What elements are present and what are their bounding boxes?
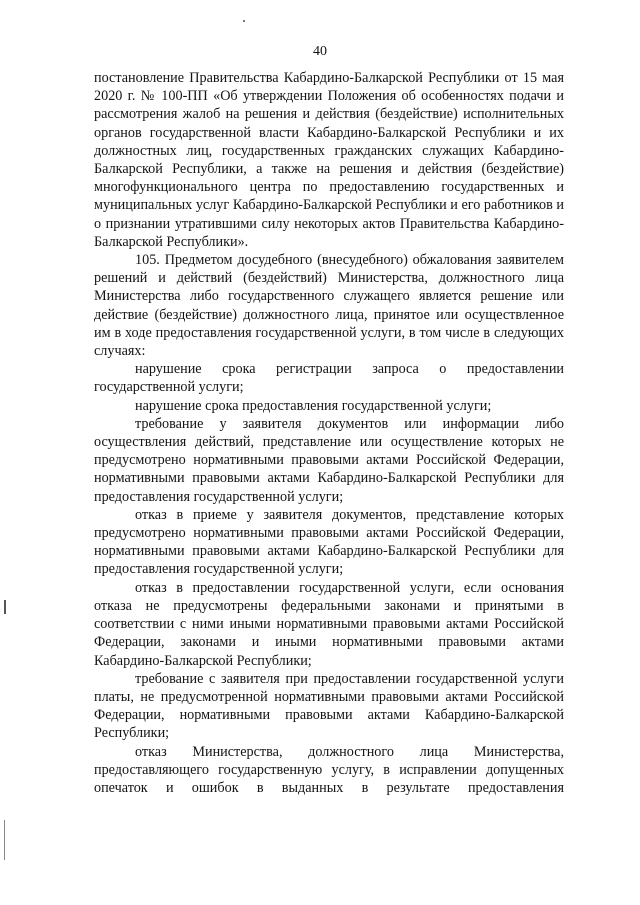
list-item-service-deadline: нарушение срока предоставления государственной услуги; bbox=[135, 397, 492, 414]
list-item-fee-requirement: требование с заявителя при предоставлении государственной услуги платы, не предусмотренной нормативными правовыми актами Российской Федерации, нормативными правовыми актами Кабардино-Балкарской Республики; bbox=[94, 670, 564, 742]
document-body bbox=[94, 69, 564, 797]
paragraph-clause-105: 105. Предметом досудебного (внесудебного) обжалования заявителем решений и действий (бездействий) Министерства, должностного лица Министерства либо государственного служащего является решение или действие (бездействие) должностного лица, принятое или осуществленное им в ходе предоставления государственной услуги, в том числе в следующих случаях: bbox=[94, 252, 564, 360]
list-item-extra-documents: требование у заявителя документов или информации либо осуществления действий, представление или осуществление которых не предусмотрено нормативными правовыми актами Российской Федерации, нормативными правовыми актами Кабардино-Балкарской Республики для предоставления государственной услуги; bbox=[94, 415, 564, 505]
scan-mark bbox=[4, 600, 6, 614]
page-number: 40 bbox=[313, 44, 327, 59]
list-item-refusal-to-provide: отказ в предоставлении государственной услуги, если основания отказа не предусмотрены федеральными законами и принятыми в соответствии с ними иными нормативными правовыми актами Российской Федерации, законами и иными нормативными правовыми актами Кабардино-Балкарской Республики; bbox=[94, 579, 564, 669]
list-item-refusal-to-accept: отказ в приеме у заявителя документов, представление которых предусмотрено нормативными правовыми актами Российской Федерации, нормативными правовыми актами Кабардино-Балкарской Республики для предоставления государственной услуги; bbox=[94, 506, 564, 578]
list-item-registration-deadline: нарушение срока регистрации запроса о предоставлении государственной услуги; bbox=[94, 361, 564, 396]
scan-mark bbox=[4, 820, 5, 860]
list-item-correction-refusal: отказ Министерства, должностного лица Министерства, предоставляющего государственную услугу, в исправлении допущенных опечаток и ошибок в выданных в результате предоставления bbox=[94, 743, 564, 796]
paragraph-continuation: постановление Правительства Кабардино-Балкарской Республики от 15 мая 2020 г. № 100-ПП «Об утверждении Положения об особенностях подачи и рассмотрения жалоб на решения и действия (бездействие) исполнительных органов государственной власти Кабардино-Балкарской Республики и их должностных лиц, государственных гражданских служащих Кабардино-Балкарской Республики, а также на решения и действия (бездействие) многофункционального центра по предоставлению государственных и муниципальных услуг Кабардино-Балкарской Республики и его работников и о признании утратившими силу некоторых актов Правительства Кабардино-Балкарской Республики». bbox=[94, 70, 564, 250]
scan-dot bbox=[243, 20, 245, 22]
